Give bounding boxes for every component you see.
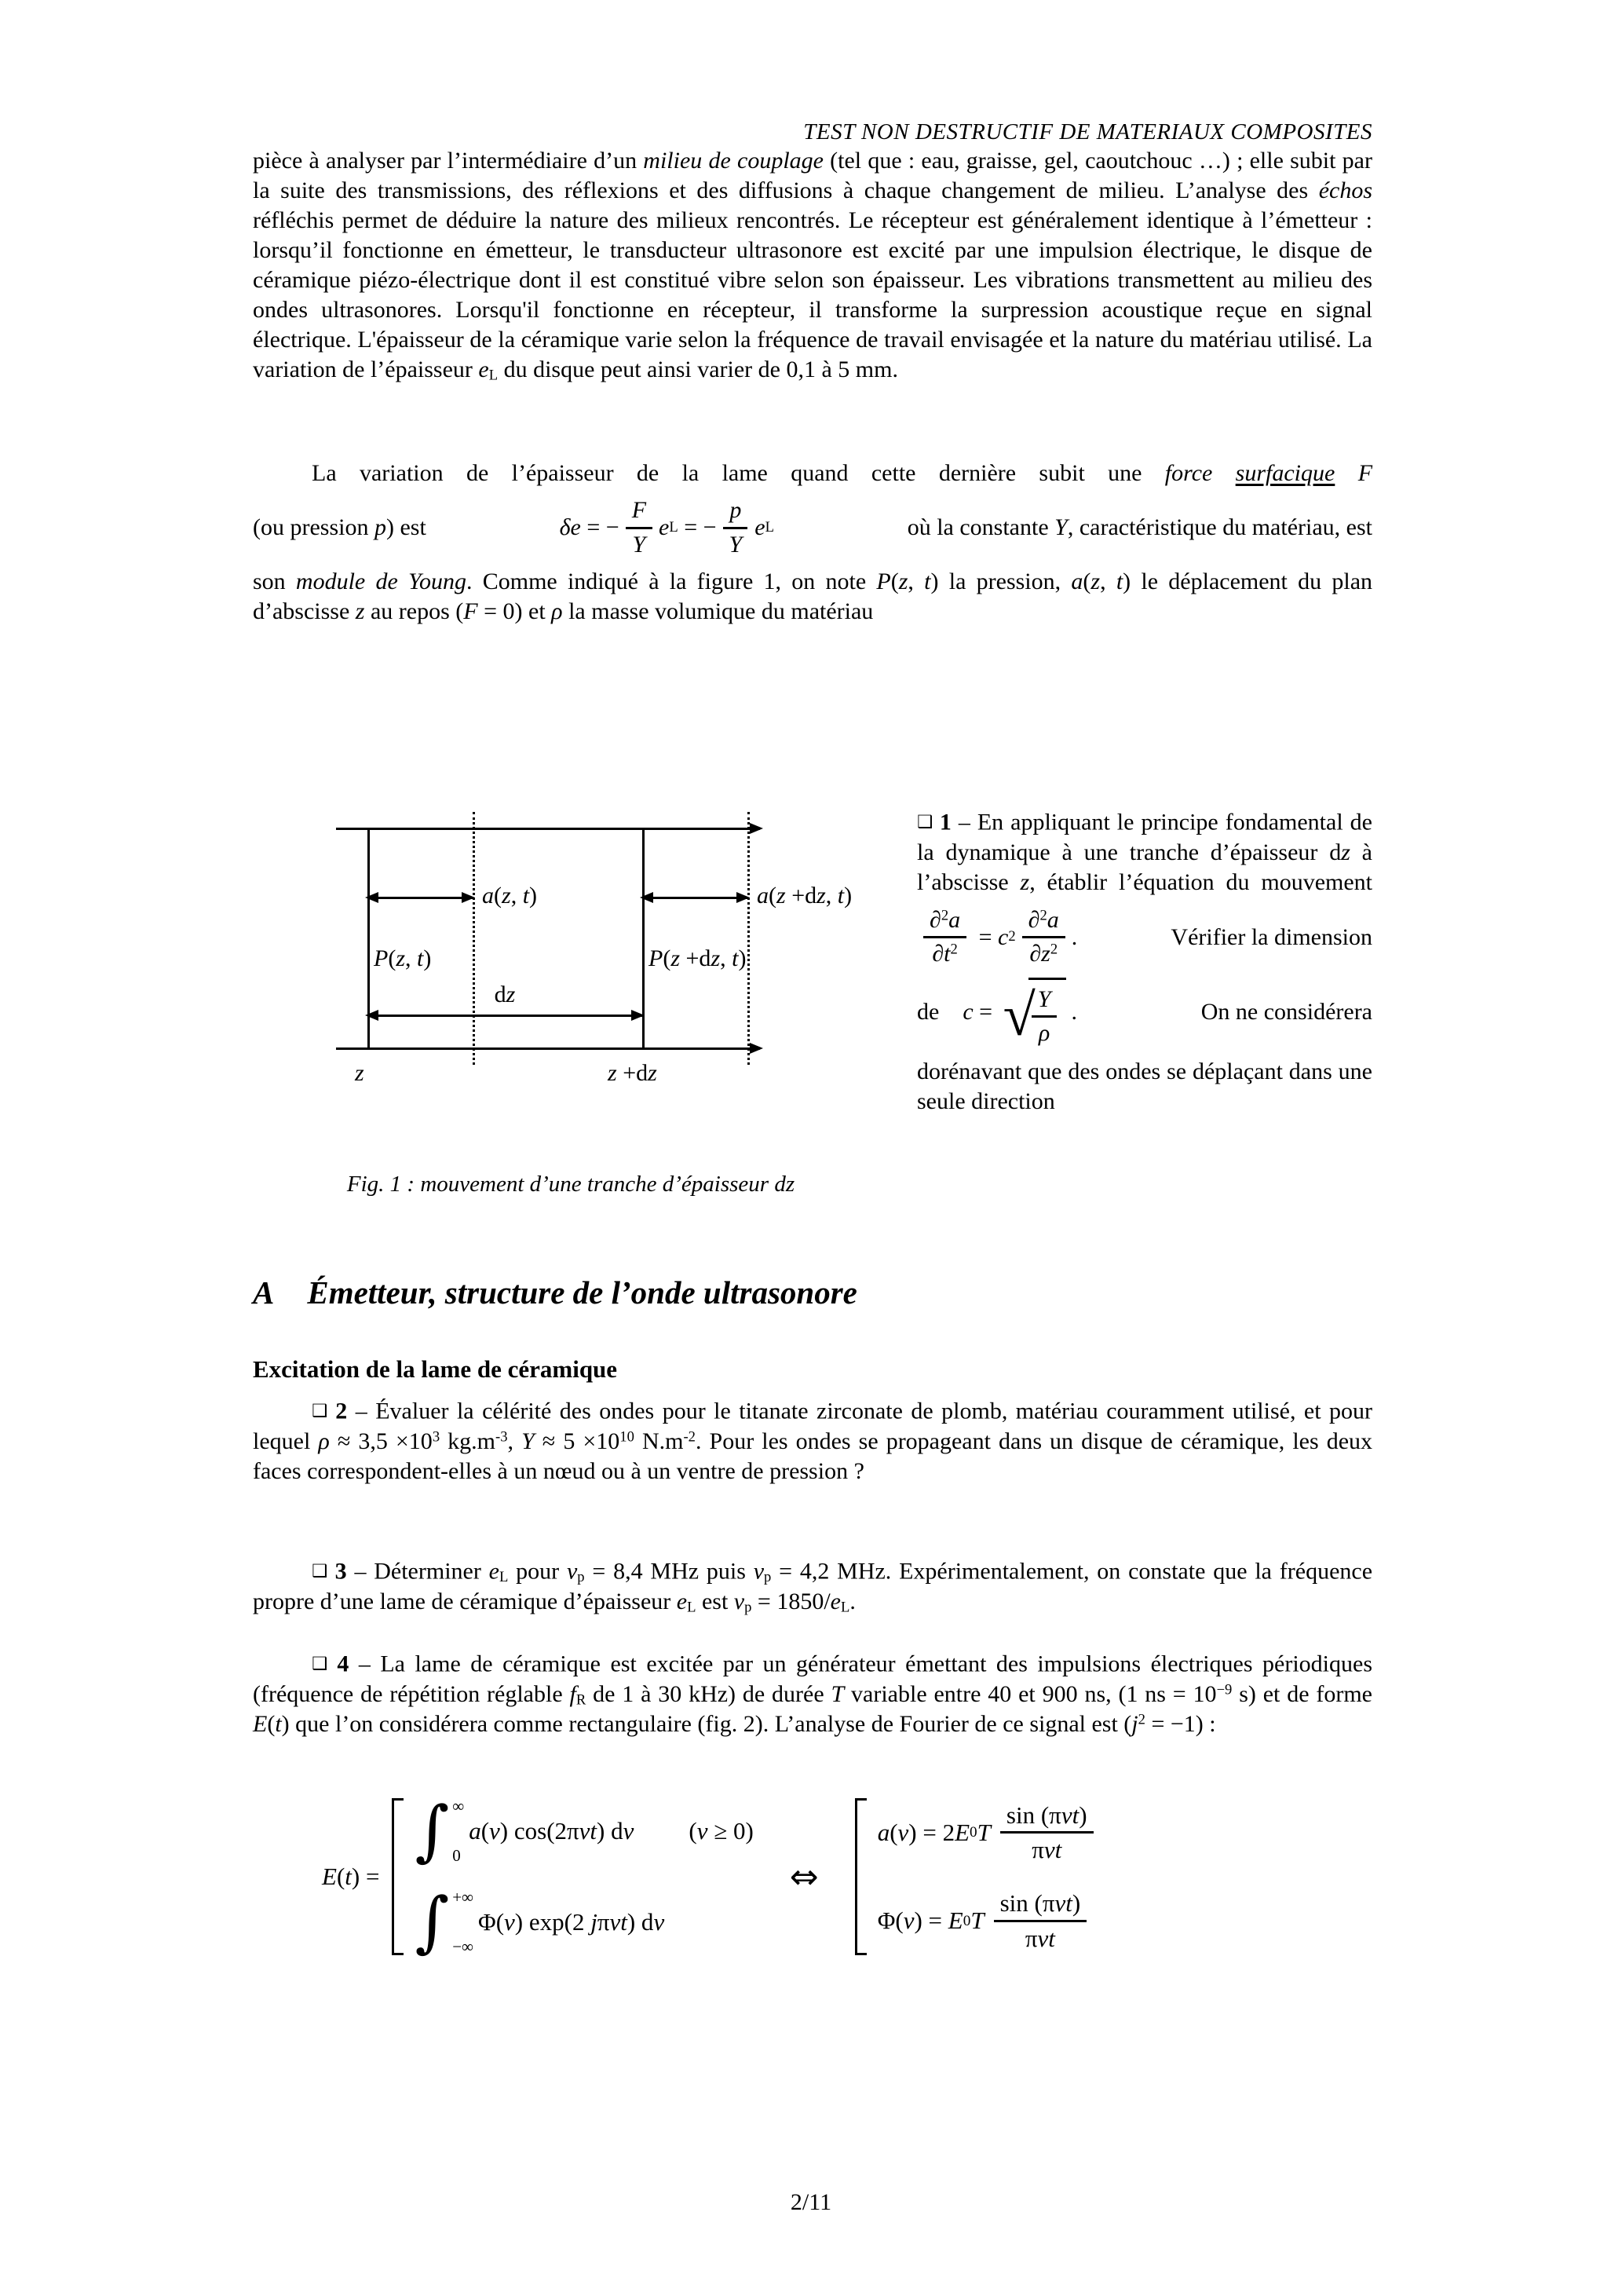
fraction-p-over-Y: $\frac{p}{Y}$ xyxy=(723,497,749,558)
question-1 xyxy=(917,807,1372,1197)
equation-lead-text: (ou pression p) est xyxy=(253,514,426,540)
displacement-arrow-right xyxy=(642,897,747,899)
wave-equation-line xyxy=(917,907,1372,968)
delta-e-equation xyxy=(560,497,774,558)
displacement-arrow-left xyxy=(367,897,473,899)
page-header: TEST NON DESTRUCTIF DE MATERIAUX COMPOSITES xyxy=(803,119,1372,144)
celerity-lead-text: de xyxy=(917,999,940,1026)
spectrum-row-1 xyxy=(878,1801,1100,1864)
label-z-plus-dz: z +dz xyxy=(608,1060,657,1086)
figure-1-column xyxy=(253,807,889,1197)
question-1-tail: dorénavant que des ondes se déplaçant dans une seule direction xyxy=(917,1058,1372,1114)
label-a-z-dz-t: a(z +dz, t) xyxy=(757,883,853,909)
figure-and-question-row xyxy=(253,807,1372,1197)
integral-upper-limit: +∞ xyxy=(452,1888,474,1907)
radical-sign: √ xyxy=(1003,983,1036,1049)
fourier-integral-row-2 xyxy=(415,1883,753,1961)
integral-sign: ∫ ∞ 0 xyxy=(415,1792,465,1870)
label-P-z-dz-t: P(z +dz, t) xyxy=(648,945,747,971)
fraction-d2a-dz2: $\frac{\partial^2a}{\partial z^2}$ xyxy=(1022,907,1065,968)
fourier-integral-column xyxy=(415,1792,754,1961)
integral-body-1: a ( ν ) cos(2π νt ) d ν xyxy=(469,1817,634,1844)
dz-thickness-arrow xyxy=(367,1015,642,1017)
celerity-period: . xyxy=(1071,999,1077,1026)
question-1-tail-start: On ne considérera xyxy=(1200,999,1372,1026)
integral-sign: ∫ +∞ −∞ xyxy=(415,1883,474,1961)
fraction-Y-over-rho: $\frac{Y}{\rho}$ xyxy=(1032,986,1058,1047)
delta-e-equation-line xyxy=(253,488,1372,567)
fourier-integral-row-1 xyxy=(415,1792,754,1870)
spectrum-phi-lhs: Φ( ν ) = E 0 T xyxy=(877,1907,985,1935)
left-brace xyxy=(392,1798,404,1955)
displaced-face-at-z-dz xyxy=(747,812,750,1065)
fourier-spectrum-column xyxy=(878,1801,1100,1953)
wave-equation-equals: = c 2 xyxy=(973,923,1016,950)
spectrum-row-2 xyxy=(878,1889,1100,1952)
equivalence-arrow: ⇔ xyxy=(789,1856,819,1897)
spectrum-a-lhs: a ( ν ) = 2 E 0 T xyxy=(877,1818,991,1846)
label-P-z-t: P(z, t) xyxy=(374,945,432,971)
question-1-text: ❑ 1 – En appliquant le principe fondamental de la dynamique à une tranche d’épaisseur dz à l’abscisse z, établir l’équation du mouvement xyxy=(917,809,1373,895)
label-a-z-t: a(z, t) xyxy=(482,883,538,909)
integral-lower-limit: −∞ xyxy=(452,1937,474,1956)
nu-condition: ( ν ≥ 0) xyxy=(689,1817,754,1844)
integral-upper-limit: ∞ xyxy=(452,1797,465,1815)
fourier-lhs: E ( t ) = xyxy=(322,1863,380,1890)
section-letter: A xyxy=(253,1274,275,1311)
section-title: Émetteur, structure de l’onde ultrasonore xyxy=(307,1274,857,1311)
question-3-text: ❑ 3 – Déterminer eL pour νp = 8,4 MHz puis νp = 4,2 MHz. Expérimentalement, on constate que la fréquence propre d’une lame de céramique d’épaisseur eL est νp = 1850/eL. xyxy=(253,1558,1373,1616)
delta-e-mid: e L = − xyxy=(659,514,717,540)
young-paragraph-rest: son module de Young. Comme indiqué à la figure 1, on note P(z, t) la pression, a(z, t) le déplacement du plan d’abscisse z au repos (F = 0) et ρ la masse volumique du matériau xyxy=(253,569,1373,624)
fraction-sinc-1: $\frac{\text{sin (πνt)}}{\text{πνt}}$ xyxy=(1000,1801,1094,1864)
delta-e-tail: e L xyxy=(754,514,774,540)
young-paragraph-line1: La variation de l’épaisseur de la lame quand cette dernière subit une force surfacique F xyxy=(312,460,1373,486)
celerity-definition-line xyxy=(917,978,1372,1047)
left-brace xyxy=(855,1798,867,1955)
integral-body-2: Φ( ν ) exp(2 j π νt ) d ν xyxy=(478,1908,665,1936)
square-root xyxy=(1003,978,1067,1047)
fraction-d2a-dt2: $\frac{\partial^2a}{\partial t^2}$ xyxy=(923,907,966,968)
section-heading xyxy=(253,1274,857,1311)
displaced-face-at-z xyxy=(473,812,475,1065)
fourier-analysis-equation xyxy=(253,1792,1372,1961)
question-2-text: ❑ 2 – Évaluer la célérité des ondes pour le titanate zirconate de plomb, matériau couramment utilisé, et pour lequel $\rho \approx 3,5 \times 10^3$ $kg.m^{-3}$, $Y \approx 5 \times 10^{10}$ $N.m^{-2}$. Pour les ondes se propageant dans un disque de céramique, les deux faces correspondent-elles à un nœud ou à un ventre de pression ? xyxy=(253,1398,1373,1484)
equation-trail-text: où la constante Y, caractéristique du matériau, est xyxy=(907,514,1372,540)
figure-1-diagram xyxy=(253,807,889,1106)
figure-1-caption: Fig. 1 : mouvement d’une tranche d’épaisseur dz xyxy=(346,1172,795,1197)
wave-equation-period: . xyxy=(1071,923,1078,950)
top-boundary-line xyxy=(336,828,760,830)
page-number: 2/11 xyxy=(790,2189,832,2215)
intro-paragraph: pièce à analyser par l’intermédiaire d’un milieu de couplage (tel que : eau, graisse, gel, caoutchouc …) ; elle subit par la suite des transmissions, des réflexions et des diffusions à chaque changement de milieu. L’analyse des échos réfléchis permet de déduire la nature des milieux rencontrés. Le récepteur est généralement identique à l’émetteur : lorsqu’il fonctionne en émetteur, le transducteur ultrasonore est excité par une impulsion électrique, le disque de céramique piézo-électrique dont il est constitué vibre selon son épaisseur. Les vibrations transmettent au milieu des ondes ultrasonores. Lorsqu'il fonctionne en récepteur, il transforme la surpression acoustique reçue en signal électrique. L'épaisseur de la céramique varie selon la fréquence de travail envisagée et la nature du matériau utilisé. La variation de l’épaisseur eL du disque peut ainsi varier de 0,1 à 5 mm. xyxy=(253,148,1372,384)
young-modulus-paragraph xyxy=(253,459,1372,627)
delta-e-lhs: δe = − xyxy=(559,514,619,540)
question-4-text: ❑ 4 – La lame de céramique est excitée par un générateur émettant des impulsions électriques périodiques (fréquence de répétition réglable fR de 1 à 30 kHz) de durée T variable entre 40 et 900 ns, (1 ns = $10^{-9}$ s) et de forme E(t) que l’on considérera comme rectangulaire (fig. 2). L’analyse de Fourier de ce signal est $(j^2 = -1)$ : xyxy=(253,1651,1372,1737)
integral-lower-limit: 0 xyxy=(452,1846,461,1865)
label-z: z xyxy=(355,1060,364,1086)
subsection-heading: Excitation de la lame de céramique xyxy=(253,1355,618,1383)
label-dz: dz xyxy=(494,982,516,1007)
bottom-boundary-line xyxy=(336,1047,760,1050)
fraction-sinc-2: $\frac{\text{sin (πνt)}}{\text{πνt}}$ xyxy=(994,1889,1087,1952)
fraction-F-over-Y: $\frac{F}{Y}$ xyxy=(626,497,652,558)
verify-dimension-text: Vérifier la dimension xyxy=(1171,923,1372,950)
celerity-equals: c = xyxy=(963,999,999,1026)
